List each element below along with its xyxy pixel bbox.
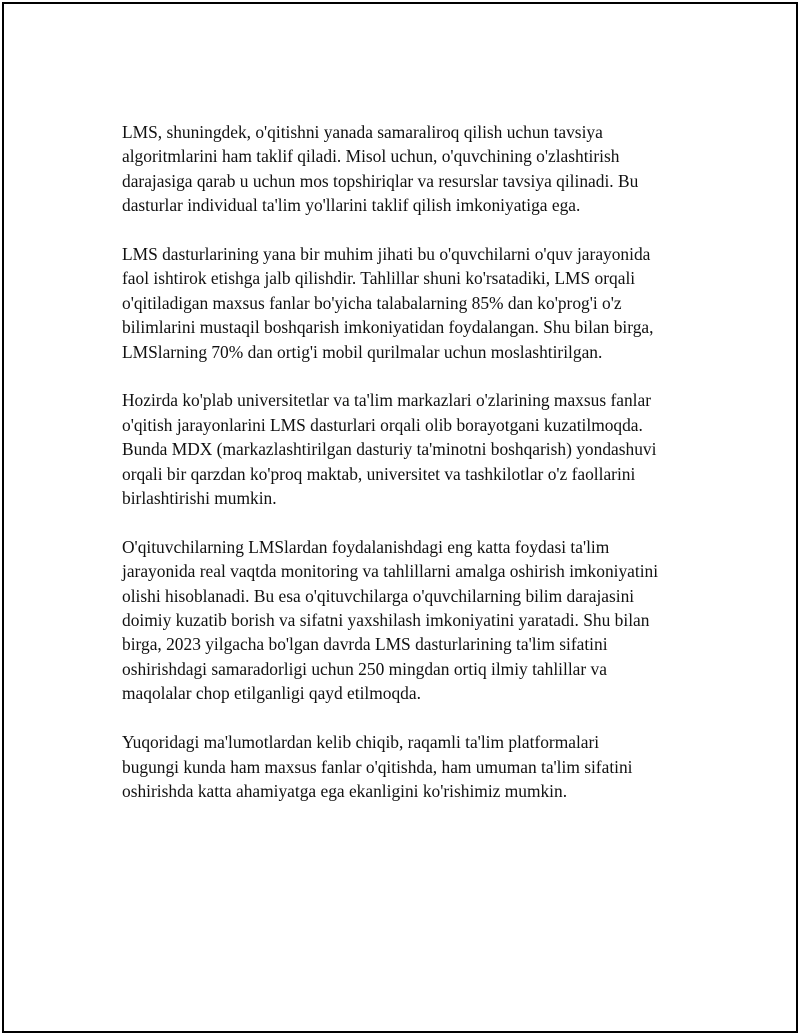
paragraph-2: LMS dasturlarining yana bir muhim jihati bu o'quvchilarni o'quv jarayonida faol ishtirok etishga jalb qilishdir. Tahlillar shuni ko'rsatadiki, LMS orqali o'qitiladigan maxsus fanlar bo'yicha talabalarning 85% dan ko'prog'i o'z bilimlarini mustaqil boshqarish imkoniyatidan foydalangan. Shu bilan birga, LMSlarning 70% dan ortig'i mobil qurilmalar uchun moslashtirilgan.: [122, 244, 654, 362]
paragraph-5: Yuqoridagi ma'lumotlardan kelib chiqib, raqamli ta'lim platformalari bugungi kunda ham maxsus fanlar o'qitishda, ham umuman ta'lim sifatini oshirishda katta ahamiyatga ega ekanligini ko'rishimiz mumkin.: [122, 732, 633, 801]
paragraph-1: LMS, shuningdek, o'qitishni yanada samaraliroq qilish uchun tavsiya algoritmlarini ham taklif qiladi. Misol uchun, o'quvchining o'zlashtirish darajasiga qarab u uchun mos topshiriqlar va resurslar tavsiya qilinadi. Bu dasturlar individual ta'lim yo'llarini taklif qilish imkoniyatiga ega.: [122, 122, 639, 216]
paragraph-4: O'qituvchilarning LMSlardan foydalanishdagi eng katta foydasi ta'lim jarayonida real vaqtda monitoring va tahlillarni amalga oshirish imkoniyatini olishi hisoblanadi. Bu esa o'qituvchilarga o'quvchilarning bilim darajasini doimiy kuzatib borish va sifatni yaxshilash imkoniyatini yaratadi. Shu bilan birga, 2023 yilgacha bo'lgan davrda LMS dasturlarining ta'lim sifatini oshirishdagi samaradorligi uchun 250 mingdan ortiq ilmiy tahlillar va maqolalar chop etilganligi qayd etilmoqda.: [122, 536, 659, 704]
paragraph-3: Hozirda ko'plab universitetlar va ta'lim markazlari o'zlarining maxsus fanlar o'qitish jarayonlarini LMS dasturlari orqali olib borayotgani kuzatilmoqda. Bunda MDX (markazlashtirilgan dasturiy ta'minotni boshqarish) yondashuvi orqali bir qarzdan ko'proq maktab, universitet va tashkilotlar o'z faollarini birlashtirishi mumkin.: [122, 390, 657, 509]
document-page: [2, 2, 798, 1033]
document-body: [122, 120, 702, 828]
